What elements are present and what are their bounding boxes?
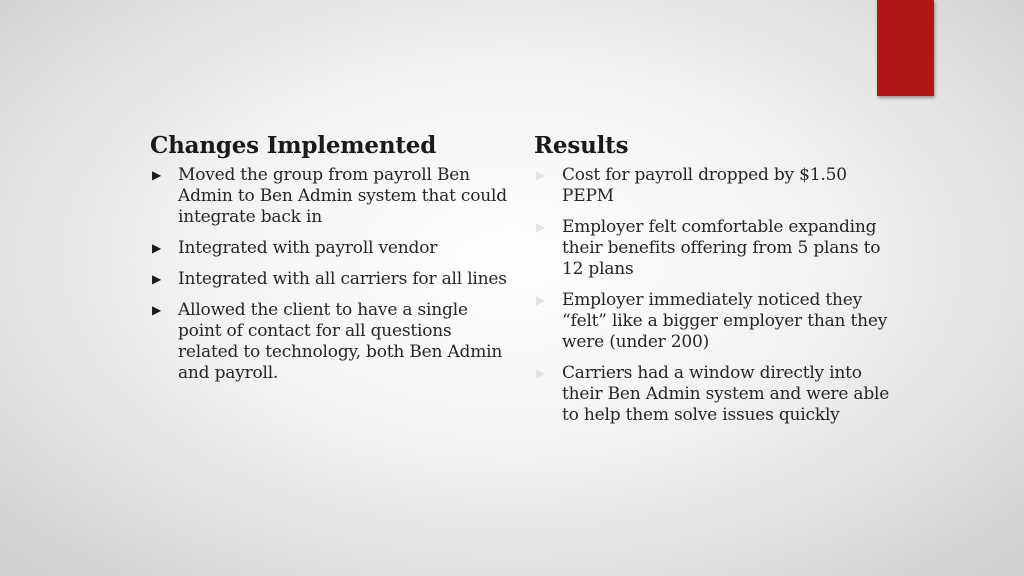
- list-item: [534, 363, 894, 426]
- bullet-arrow-icon: ▶: [152, 168, 162, 182]
- list-item-text: Employer immediately noticed they “felt” like a bigger employer than they were (under 200): [562, 290, 888, 352]
- list-item-text: Allowed the client to have a single point of contact for all questions related to technology, both Ben Admin and payroll.: [178, 300, 503, 383]
- results-column: [534, 131, 894, 436]
- list-item-text: Integrated with all carriers for all lines: [178, 269, 507, 289]
- results-heading: Results: [534, 132, 629, 159]
- list-item: [534, 165, 894, 207]
- bullet-arrow-icon: ▶: [536, 293, 546, 307]
- bullet-arrow-icon: ▶: [152, 272, 162, 286]
- list-item-text: Employer felt comfortable expanding their benefits offering from 5 plans to 12 plans: [562, 217, 881, 279]
- list-item: [150, 269, 510, 290]
- list-item: [150, 300, 510, 384]
- list-item: [150, 238, 510, 259]
- changes-list: [150, 165, 510, 384]
- list-item: [534, 290, 894, 353]
- changes-heading: Changes Implemented: [150, 132, 437, 159]
- red-accent-tab: [877, 0, 934, 96]
- list-item-text: Cost for payroll dropped by $1.50 PEPM: [562, 165, 847, 206]
- list-item: [534, 217, 894, 280]
- bullet-arrow-icon: ▶: [536, 366, 546, 380]
- bullet-arrow-icon: ▶: [152, 241, 162, 255]
- list-item-text: Moved the group from payroll Ben Admin to Ben Admin system that could integrate back in: [178, 165, 507, 227]
- bullet-arrow-icon: ▶: [536, 220, 546, 234]
- bullet-arrow-icon: ▶: [152, 303, 162, 317]
- list-item-text: Integrated with payroll vendor: [178, 238, 438, 258]
- results-list: [534, 165, 894, 426]
- changes-implemented-column: [150, 131, 510, 394]
- bullet-arrow-icon: ▶: [536, 168, 546, 182]
- list-item-text: Carriers had a window directly into their Ben Admin system and were able to help them solve issues quickly: [562, 363, 890, 425]
- list-item: [150, 165, 510, 228]
